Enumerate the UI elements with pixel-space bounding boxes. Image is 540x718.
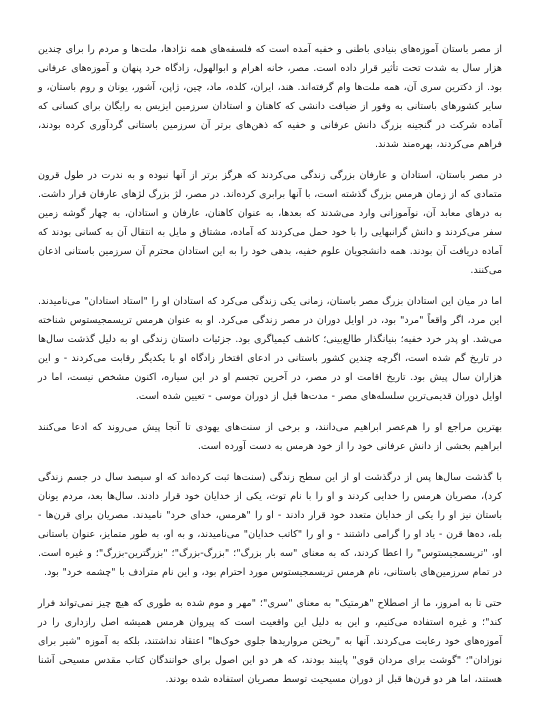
- paragraph-hermetic-term: حتی تا به امروز، ما از اصطلاح "هرمتیک" به معنای "سری"؛ "مهر و موم شده به طوری که هیچ چیز نمی‌تواند فرار کند"؛ و غیره استفاده می‌کنیم، و این به دلیل این واقعیت است که پیروان هرمس همیشه اصل رازداری را در آموزه‌های خود رعایت می‌کردند. آنها به "ریختن مرواریدها جلوی خوک‌ها" اعتقاد نداشتند، بلکه به آموزه "شیر برای نوزادان"؛ "گوشت برای مردان قوی" پایبند بودند، که هر دو این اصول برای خوانندگان کتاب مقدس مسیحی آشنا هستند، اما هر دو قرن‌ها قبل از دوران مسیحیت توسط مصریان استفاده شده بودند.: [38, 598, 502, 685]
- paragraph-masters-of-egypt: در مصر باستان، استادان و عارفان بزرگی زندگی می‌کردند که هرگز برتر از آنها نبوده و به ندرت در طول قرون متمادی که از زمان هرمس بزرگ گذشته است، با آنها برابری کرده‌اند. در مصر، لژ بزرگ لژهای عارفان قرار داشت. به درهای معابد آن، نوآموزانی وارد می‌شدند که بعدها، به عنوان کاهنان، عارفان و استادان، به چهار گوشه زمین سفر می‌کردند و دانش گرانبهایی را با خود حمل می‌کردند که آماده، مشتاق و مایل به انتقال آن به کسانی بودند که آماده دریافت آن بودند. همه دانشجویان علوم خفیه، بدهی خود را به این استادان محترم آن سرزمین باستانی اذعان می‌کنند.: [38, 170, 502, 276]
- paragraph-abraham: بهترین مراجع او را هم‌عصر ابراهیم می‌دانند، و برخی از سنت‌های یهودی تا آنجا پیش می‌روند که ادعا می‌کنند ابراهیم بخشی از دانش عرفانی خود را از خود هرمس به دست آورده است.: [38, 422, 502, 452]
- paragraph-deification: با گذشت سال‌ها پس از درگذشت او از این سطح زندگی (سنت‌ها ثبت کرده‌اند که او سیصد سال در جسم زندگی کرد)، مصریان هرمس را خدایی کردند و او را با نام توث، یکی از خدایان خود قرار دادند. سال‌ها بعد، مردم یونان باستان نیز او را یکی از خدایان متعدد خود قرار دادند - او را "هرمس، خدای خرد" نامیدند. مصریان برای قرن‌ها - بله، ده‌ها قرن - یاد او را گرامی داشتند - و او را "کاتب خدایان" می‌نامیدند، و به او، به طور متمایز، عنوان باستانی او، "تریسمجیستوس" را اعطا کردند، که به معنای "سه بار بزرگ"؛ "بزرگ-بزرگ"؛ "بزرگترین-بزرگ"؛ و غیره است. در تمام سرزمین‌های باستانی، نام هرمس تریسمجیستوس مورد احترام بود، و این نام مترادف با "چشمه خرد" بود.: [38, 472, 502, 578]
- document-page: [38, 40, 502, 701]
- paragraph-master-of-masters: اما در میان این استادان بزرگ مصر باستان، زمانی یکی زندگی می‌کرد که استادان او را "استاد استادان" می‌نامیدند. این مرد، اگر واقعاً "مرد" بود، در اوایل دوران در مصر زندگی می‌کرد. او به عنوان هرمس تریسمجیستوس شناخته می‌شد. او پدر خرد خفیه؛ بنیانگذار طالع‌بینی؛ کاشف کیمیاگری بود. جزئیات داستان زندگی او به دلیل گذشت سال‌ها در تاریخ گم شده است، اگرچه چندین کشور باستانی در ادعای افتخار زادگاه او با یکدیگر رقابت می‌کردند - و این هزاران سال پیش بود. تاریخ اقامت او در مصر، در آخرین تجسم او در این سیاره، اکنون مشخص نیست، اما در اوایل دوران قدیمی‌ترین سلسله‌های مصر - مدت‌ها قبل از دوران موسی - تعیین شده است.: [38, 296, 502, 402]
- paragraph-egypt-teachings: از مصر باستان آموزه‌های بنیادی باطنی و خفیه آمده است که فلسفه‌های همه نژادها، ملت‌ها و مردم را برای چندین هزار سال به شدت تحت تأثیر قرار داده است. مصر، خانه اهرام و ابوالهول، زادگاه خرد پنهان و آموزه‌های عرفانی بود. از دکترین سری آن، همه ملت‌ها وام گرفته‌اند. هند، ایران، کلده، ماد، چین، ژاپن، آشور، یونان و روم باستان، و سایر کشورهای باستانی به وفور از ضیافت دانشی که کاهنان و استادان سرزمین ایزیس به رایگان برای کسانی که آماده شرکت در گنجینه بزرگ دانش عرفانی و خفیه که ذهن‌های برتر آن سرزمین باستانی گردآوری کرده بودند، فراهم می‌کردند، بهره‌مند شدند.: [38, 44, 502, 150]
